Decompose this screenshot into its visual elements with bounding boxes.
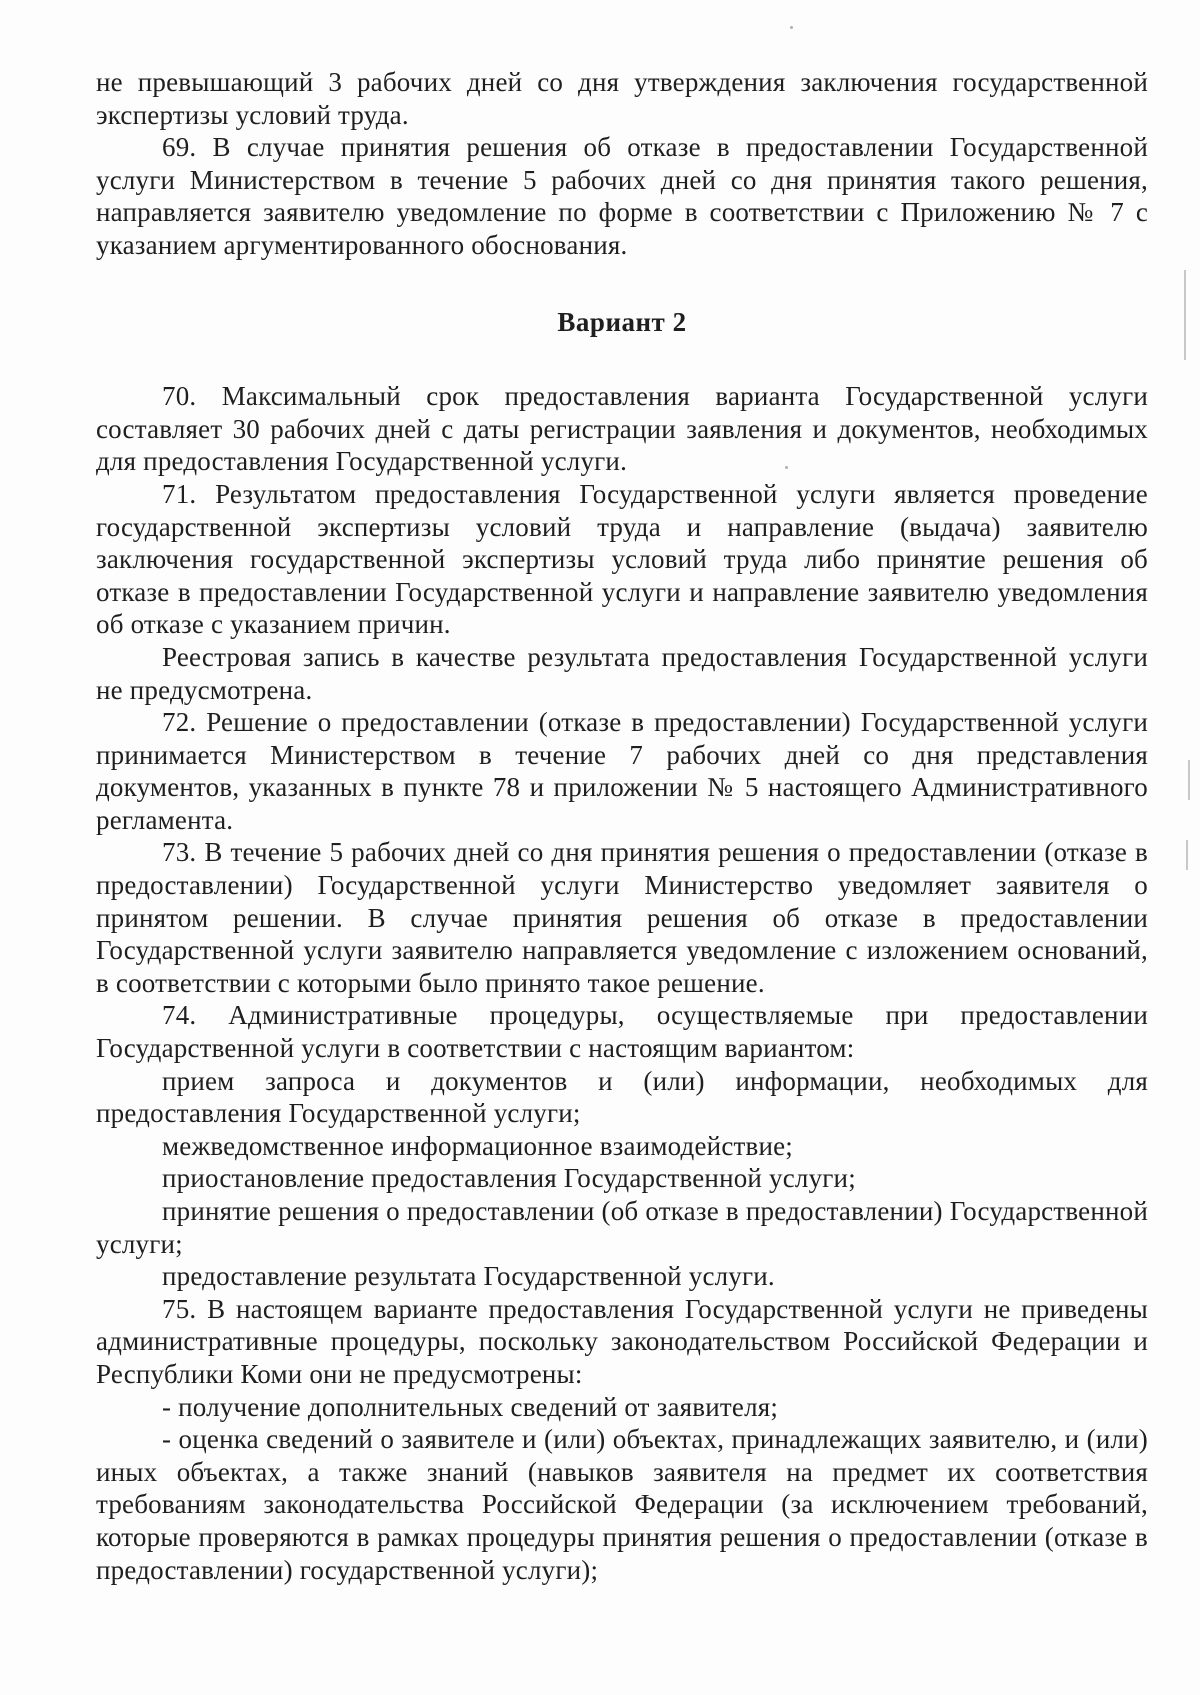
paragraph-75: 75. В настоящем варианте предоставления Государственной услуги не приведены административные процедуры, поскольку законодательством Российской Федерации и Республики Коми они не предусмотрены: [96,1293,1148,1389]
excluded-procedure-2: - оценка сведений о заявителе и (или) объектах, принадлежащих заявителю, и (или) иных объектах, а также знаний (навыков заявителя на предмет их соответствия требованиям законодательства Российской Федерации (за исключением требований, которые проверяются в рамках процедуры принятия решения о предоставлении (отказе в предоставлении) государственной услуги); [96,1424,1148,1585]
scan-artifact [1188,760,1190,800]
scan-artifact [790,26,793,29]
section-heading-variant-2: Вариант 2 [557,306,687,337]
scan-artifact [1184,270,1186,360]
paragraph-72: 72. Решение о предоставлении (отказе в предоставлении) Государственной услуги принимается Министерством в течение 7 рабочих дней со дня представления документов, указанных в пункте 78 и приложении № 5 настоящего Административного регламента. [96,707,1148,835]
scan-artifact [1186,840,1188,870]
paragraph-73: 73. В течение 5 рабочих дней со дня принятия решения о предоставлении (отказе в предоставлении) Государственной услуги Министерство уведомляет заявителя о принятом решении. В случае принятия решения об отказе в предоставлении Государственной услуги заявителю направляется уведомление с изложением оснований, в соответствии с которыми было принято такое решение. [96,837,1148,998]
paragraph-70: 70. Максимальный срок предоставления варианта Государственной услуги составляет 30 рабочих дней с даты регистрации заявления и документов, необходимых для предоставления Государственной услуги. [96,381,1148,477]
procedure-item-5: предоставление результата Государственной услуги. [162,1261,775,1292]
procedure-item-1: прием запроса и документов и (или) информации, необходимых для предоставления Государственной услуги; [96,1065,1148,1129]
procedure-item-2: межведомственное информационное взаимодействие; [162,1130,793,1161]
scan-artifact [785,466,788,469]
procedure-item-4: принятие решения о предоставлении (об отказе в предоставлении) Государственной услуги; [96,1196,1148,1259]
excluded-procedure-1: - получение дополнительных сведений от заявителя; [162,1391,779,1422]
procedure-item-3: приостановление предоставления Государственной услуги; [162,1163,856,1194]
paragraph-71: 71. Результатом предоставления Государственной услуги является проведение государственной экспертизы условий труда и направление (выдача) заявителю заключения государственной экспертизы условий труда либо принятие решения об отказе в предоставлении Государственной услуги и направление заявителю уведомления об отказе с указанием причин. [96,478,1148,640]
document-body [96,66,1148,1586]
paragraph-continuation: не превышающий 3 рабочих дней со дня утверждения заключения государственной экспертизы условий труда. [96,67,1148,130]
paragraph-69: 69. В случае принятия решения об отказе в предоставлении Государственной услуги Министерством в течение 5 рабочих дней со дня принятия такого решения, направляется заявителю уведомление по форме в соответствии с Приложению № 7 с указанием аргументированного обоснования. [96,132,1148,260]
paragraph-registry-record: Реестровая запись в качестве результата предоставления Государственной услуги не предусмотрена. [96,641,1148,705]
paragraph-74: 74. Административные процедуры, осуществляемые при предоставлении Государственной услуги в соответствии с настоящим вариантом: [96,1000,1148,1064]
